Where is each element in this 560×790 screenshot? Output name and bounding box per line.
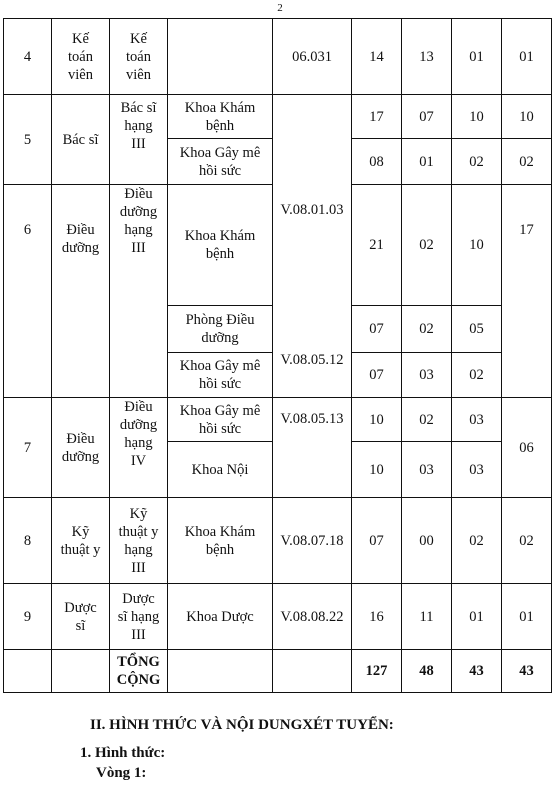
count-cell: 14 xyxy=(352,19,402,95)
code-cell: V.08.05.13 xyxy=(273,398,352,498)
department-cell: Khoa Khám bệnh xyxy=(168,185,273,306)
row-number: 7 xyxy=(4,398,52,498)
count-cell: 10 xyxy=(452,95,502,139)
code-cell-group xyxy=(273,95,352,398)
empty-cell xyxy=(168,650,273,693)
total-cell: 48 xyxy=(402,650,452,693)
count-cell: 13 xyxy=(402,19,452,95)
position-cell: Điều dưỡng xyxy=(52,398,110,498)
empty-cell xyxy=(52,650,110,693)
department-cell: Khoa Nội xyxy=(168,442,273,498)
count-cell: 02 xyxy=(502,498,552,584)
table-row xyxy=(4,19,552,95)
count-cell: 06 xyxy=(502,398,552,498)
count-cell: 02 xyxy=(452,353,502,398)
position-cell: Dược sĩ xyxy=(52,584,110,650)
count-cell: 10 xyxy=(452,185,502,306)
department-cell: Khoa Gây mê hồi sức xyxy=(168,398,273,442)
empty-cell xyxy=(273,650,352,693)
title-cell: Bác sĩ hạng III xyxy=(110,95,168,185)
row-number: 9 xyxy=(4,584,52,650)
count-cell: 03 xyxy=(452,398,502,442)
count-cell: 07 xyxy=(352,353,402,398)
subsection-heading: 1. Hình thức: xyxy=(80,745,166,761)
title-cell: Điều dưỡng hạng IV xyxy=(110,398,168,498)
table-row xyxy=(4,398,552,442)
department-cell: Khoa Gây mê hồi sức xyxy=(168,139,273,185)
title-cell: Dược sĩ hạng III xyxy=(110,584,168,650)
total-cell: 43 xyxy=(452,650,502,693)
department-cell: Phòng Điều dưỡng xyxy=(168,306,273,353)
table-row xyxy=(4,584,552,650)
code-cell: 06.031 xyxy=(273,19,352,95)
count-cell: 10 xyxy=(502,95,552,139)
total-row xyxy=(4,650,552,693)
department-cell xyxy=(168,19,273,95)
count-cell: 08 xyxy=(352,139,402,185)
count-cell: 11 xyxy=(402,584,452,650)
count-cell: 01 xyxy=(452,584,502,650)
title-cell: Kỹ thuật y hạng III xyxy=(110,498,168,584)
round-heading: Vòng 1: xyxy=(96,765,147,781)
position-cell: Kế toán viên xyxy=(52,19,110,95)
count-cell: 03 xyxy=(402,353,452,398)
code-cell: V.08.01.03 xyxy=(280,202,344,218)
department-cell: Khoa Gây mê hồi sức xyxy=(168,353,273,398)
count-cell: 01 xyxy=(402,139,452,185)
title-cell: Điều dưỡng hạng III xyxy=(110,185,168,398)
count-cell: 00 xyxy=(402,498,452,584)
department-cell: Khoa Dược xyxy=(168,584,273,650)
department-cell: Khoa Khám bệnh xyxy=(168,95,273,139)
total-label: TỔNG CỘNG xyxy=(110,650,168,693)
count-cell: 01 xyxy=(502,584,552,650)
row-number: 4 xyxy=(4,19,52,95)
count-cell: 10 xyxy=(352,398,402,442)
row-number: 5 xyxy=(4,95,52,185)
row-number: 6 xyxy=(4,185,52,398)
count-cell: 03 xyxy=(402,442,452,498)
page-number: 2 xyxy=(277,2,283,14)
count-cell: 02 xyxy=(402,306,452,353)
count-cell: 03 xyxy=(452,442,502,498)
table-row xyxy=(4,498,552,584)
count-cell: 17 xyxy=(502,185,552,398)
count-cell: 21 xyxy=(352,185,402,306)
position-cell: Điều dưỡng xyxy=(52,185,110,398)
count-cell: 07 xyxy=(352,498,402,584)
total-cell: 127 xyxy=(352,650,402,693)
count-cell: 17 xyxy=(352,95,402,139)
code-cell: V.08.05.12 xyxy=(280,352,344,368)
count-cell: 07 xyxy=(352,306,402,353)
count-cell: 10 xyxy=(352,442,402,498)
position-cell: Bác sĩ xyxy=(52,95,110,185)
table-row xyxy=(4,95,552,139)
count-cell: 05 xyxy=(452,306,502,353)
count-cell: 01 xyxy=(452,19,502,95)
title-cell: Kế toán viên xyxy=(110,19,168,95)
total-cell: 43 xyxy=(502,650,552,693)
section-heading: II. HÌNH THỨC VÀ NỘI DUNGXÉT TUYỂN: xyxy=(90,717,394,733)
count-cell: 02 xyxy=(452,139,502,185)
code-cell: V.08.08.22 xyxy=(273,584,352,650)
recruitment-table xyxy=(3,18,552,693)
count-cell: 07 xyxy=(402,95,452,139)
count-cell: 02 xyxy=(402,398,452,442)
position-cell: Kỹ thuật y xyxy=(52,498,110,584)
count-cell: 02 xyxy=(452,498,502,584)
count-cell: 02 xyxy=(502,139,552,185)
department-cell: Khoa Khám bệnh xyxy=(168,498,273,584)
code-cell: V.08.07.18 xyxy=(273,498,352,584)
count-cell: 16 xyxy=(352,584,402,650)
count-cell: 02 xyxy=(402,185,452,306)
count-cell: 01 xyxy=(502,19,552,95)
empty-cell xyxy=(4,650,52,693)
row-number: 8 xyxy=(4,498,52,584)
